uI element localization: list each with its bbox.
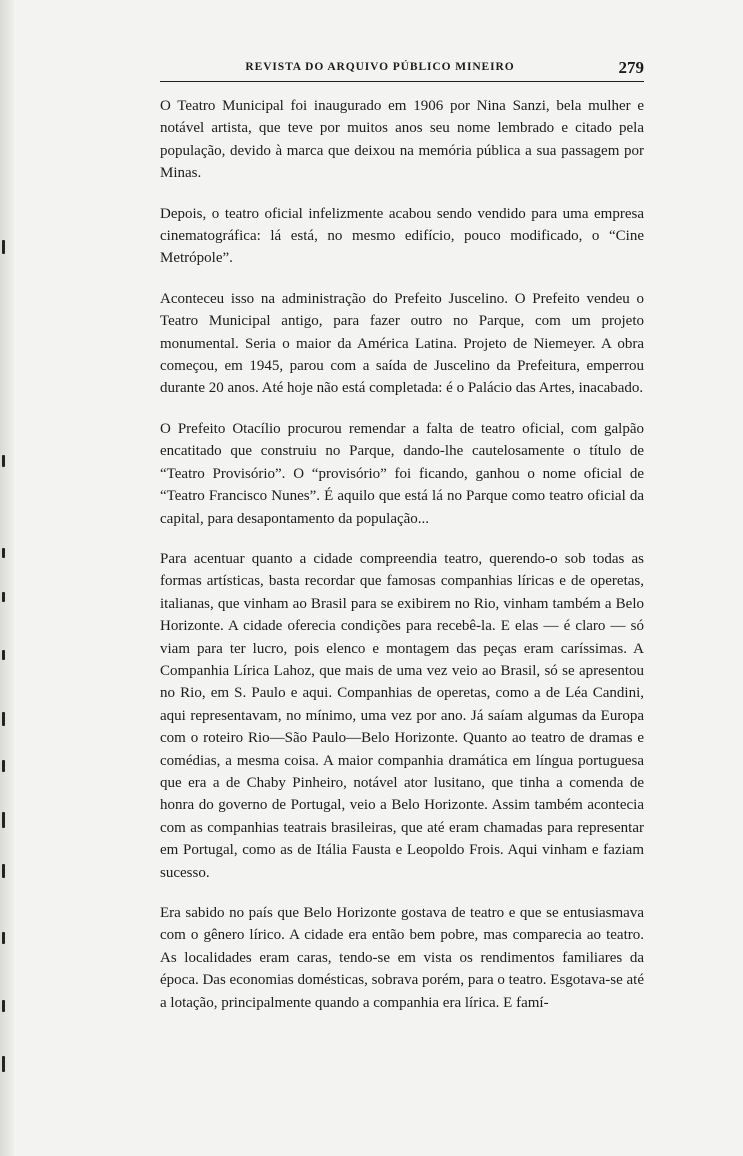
journal-title: REVISTA DO ARQUIVO PÚBLICO MINEIRO <box>245 61 515 73</box>
binding-mark <box>2 1000 5 1012</box>
paragraph: Era sabido no país que Belo Horizonte gostava de teatro e que se entusiasmava com o gênero lírico. A cidade era então bem pobre, mas comparecia ao teatro. As localidades eram caras, tendo-se em vista os rendimentos familiares da época. Das economias domésticas, sobrava porém, para o teatro. Esgotava-se até a lotação, principalmente quando a companhia era lírica. E famí- <box>160 905 644 1011</box>
paragraph: Depois, o teatro oficial infelizmente acabou sendo vendido para uma empresa cinematográfica: lá está, no mesmo edifício, pouco modificado, o “Cine Metrópole”. <box>160 205 644 267</box>
binding-mark <box>2 240 5 254</box>
binding-mark <box>2 592 5 602</box>
binding-mark <box>2 712 5 726</box>
binding-mark <box>2 455 5 467</box>
binding-mark <box>2 932 5 944</box>
paragraph: Aconteceu isso na administração do Prefeito Juscelino. O Prefeito vendeu o Teatro Municipal antigo, para fazer outro no Parque, com um projeto monumental. Seria o maior da América Latina. Projeto de Niemeyer. A obra começou, em 1945, parou com a saída de Juscelino da Prefeitura, emperrou durante 20 anos. Até hoje não está completada: é o Palácio das Artes, inacabado. <box>160 290 644 397</box>
binding-mark <box>2 548 5 558</box>
binding-mark <box>2 650 5 660</box>
binding-mark <box>2 1056 5 1072</box>
paragraph: O Prefeito Otacílio procurou remendar a falta de teatro oficial, com galpão encatitado que construiu no Parque, dando-lhe cautelosamente o título de “Teatro Provisório”. O “provisório” foi ficando, ganhou o nome oficial de “Teatro Francisco Nunes”. É aquilo que está lá no Parque como teatro oficial da capital, para desapontamento da população... <box>160 420 644 527</box>
paragraph: Para acentuar quanto a cidade compreendia teatro, querendo-o sob todas as formas artísticas, basta recordar que famosas companhias líricas e de operetas, italianas, que vinham ao Brasil para se exibirem no Rio, vinham também a Belo Horizonte. A cidade oferecia condições para recebê-la. E elas — é claro — só viam para ter lucro, pois elenco e montagem das peças eram caríssimas. A Companhia Lírica Lahoz, que mais de uma vez veio ao Brasil, só se apresentou no Rio, em S. Paulo e aqui. Companhias de operetas, como a de Léa Candini, aqui representavam, no mínimo, uma vez por ano. Já saíam algumas da Europa com o roteiro Rio—São Paulo—Belo Horizonte. Quanto ao teatro de dramas e comédias, a mesma coisa. A maior companhia dramática em língua portuguesa que era a de Chaby Pinheiro, notável ator lusitano, que tinha a comenda de honra do governo de Portugal, veio a Belo Horizonte. Assim também acontecia com as companhias teatrais brasileiras, que até eram chamadas para representar em Portugal, como as de Itália Fausta e Leopoldo Frois. Aqui vinham e faziam sucesso. <box>160 550 644 881</box>
binding-mark <box>2 812 5 828</box>
page-left-edge <box>0 0 14 1156</box>
page-number: 279 <box>618 58 644 77</box>
binding-mark <box>2 760 5 772</box>
binding-mark <box>2 864 5 878</box>
running-head <box>160 58 644 80</box>
paragraph: O Teatro Municipal foi inaugurado em 1906 por Nina Sanzi, bela mulher e notável artista, que teve por muitos anos seu nome lembrado e citado pela população, devido à marca que deixou na memória pública a sua passagem por Minas. <box>160 98 644 182</box>
header-rule <box>160 81 644 82</box>
article-body <box>160 95 644 1032</box>
